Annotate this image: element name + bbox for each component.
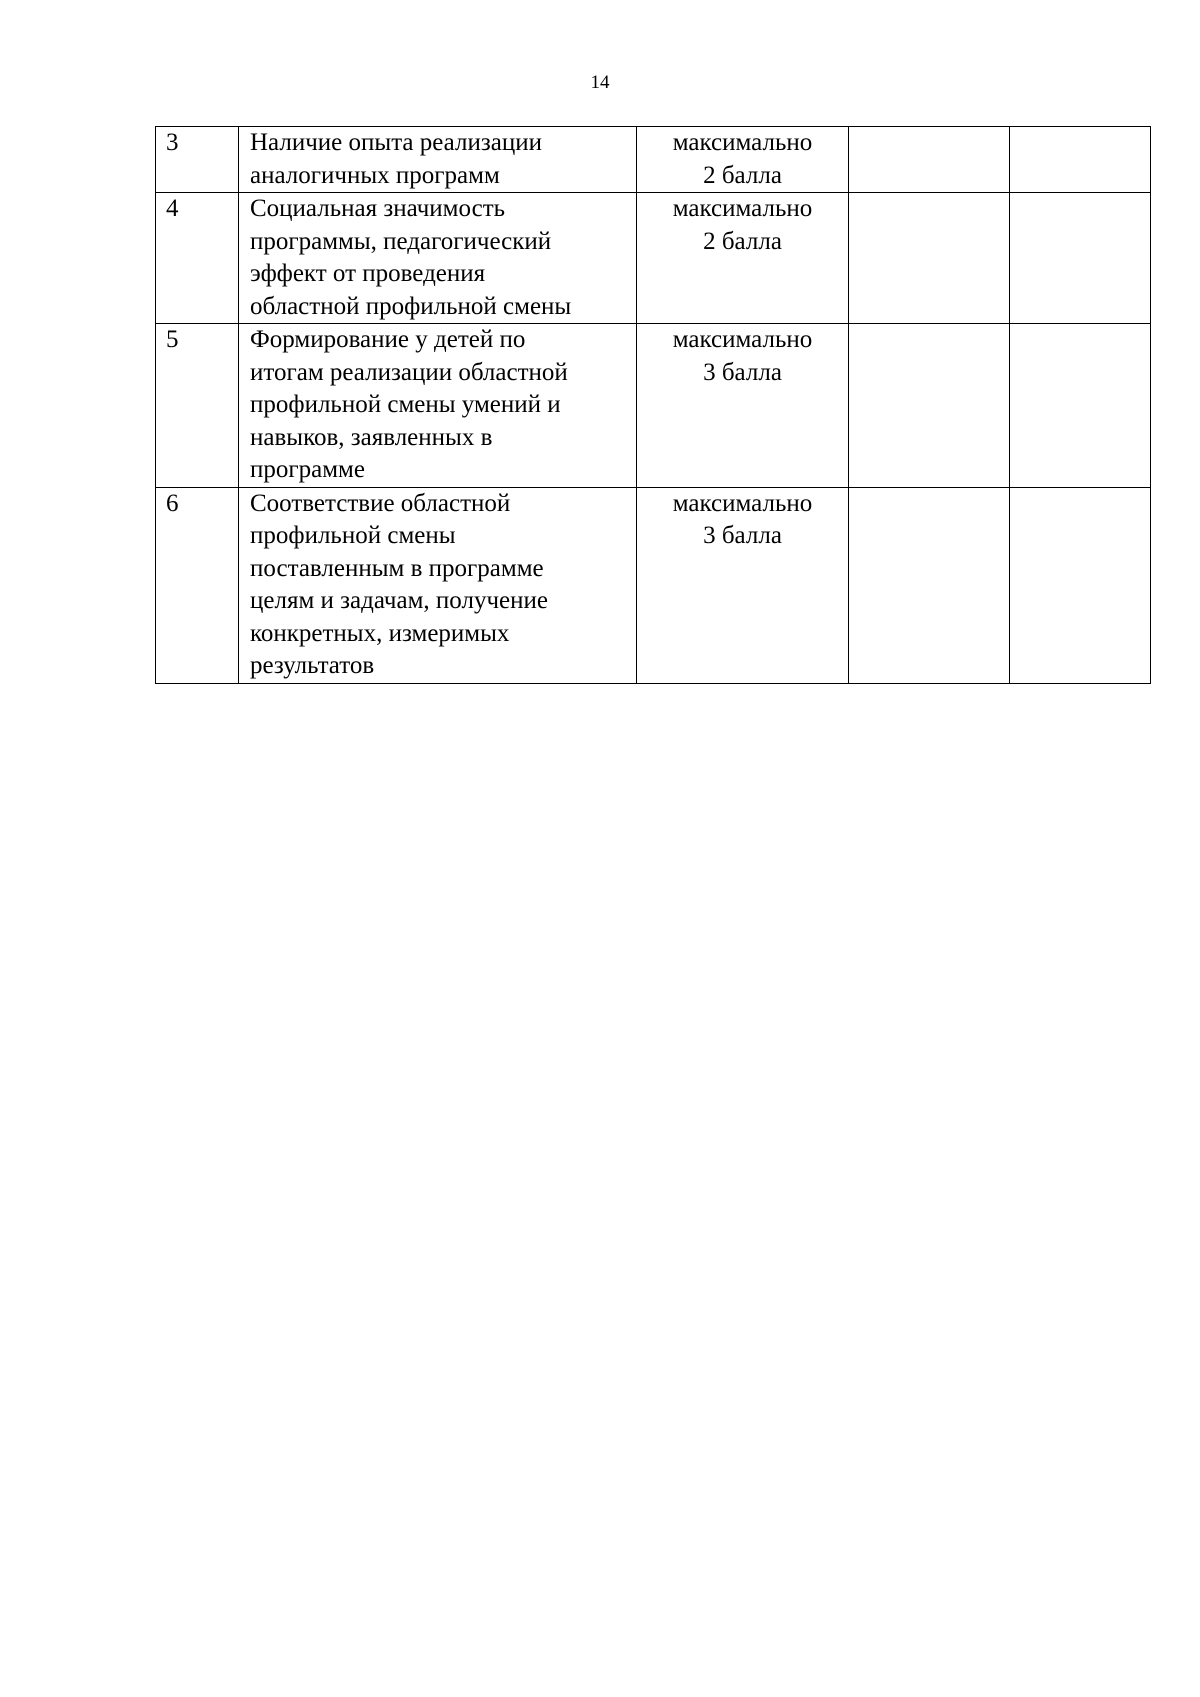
row-number-cell xyxy=(156,127,239,193)
table-row xyxy=(156,487,1151,683)
criterion-text xyxy=(239,324,636,487)
max-score xyxy=(637,193,848,258)
score-cell-empty xyxy=(849,487,1010,683)
criteria-table xyxy=(155,126,1151,684)
criterion-text xyxy=(239,193,636,323)
page-number: 14 xyxy=(590,72,610,93)
score-cell-empty xyxy=(849,193,1010,324)
max-score-value: 3 балла xyxy=(703,358,782,386)
max-score xyxy=(637,488,848,553)
criterion-line: результатов xyxy=(250,652,375,679)
max-score xyxy=(637,127,848,192)
max-score-label: максимально xyxy=(672,129,813,156)
criterion-line: профильной смены умений и xyxy=(250,391,561,418)
criterion-text xyxy=(239,127,636,192)
criterion-line: Соответствие областной xyxy=(250,489,511,517)
max-score-cell xyxy=(637,127,849,193)
criterion-cell xyxy=(239,487,637,683)
score-cell-empty xyxy=(849,324,1010,488)
table-row xyxy=(156,127,1151,193)
criterion-line: Формирование у детей по xyxy=(250,326,526,353)
max-score-cell xyxy=(637,193,849,324)
criterion-line: итогам реализации областной xyxy=(250,358,568,386)
row-number-cell xyxy=(156,193,239,324)
score-cell-empty xyxy=(1010,487,1151,683)
criterion-line: целям и задачам, получение xyxy=(250,587,548,614)
criterion-line: конкретных, измеримых xyxy=(250,619,510,647)
score-cell-empty xyxy=(1010,127,1151,193)
table-row xyxy=(156,193,1151,324)
criterion-line: областной профильной смены xyxy=(250,292,572,320)
row-number-cell xyxy=(156,324,239,488)
max-score xyxy=(637,324,848,389)
max-score-label: максимально xyxy=(672,489,813,517)
row-number: 6 xyxy=(166,489,179,517)
score-cell-empty xyxy=(1010,193,1151,324)
max-score-value: 3 балла xyxy=(703,522,782,549)
max-score-value: 2 балла xyxy=(703,227,782,255)
criterion-text xyxy=(239,488,636,683)
row-number: 3 xyxy=(166,129,179,156)
criterion-line: эффект от проведения xyxy=(250,260,486,287)
row-number: 5 xyxy=(166,326,179,353)
criterion-line: профильной смены xyxy=(250,522,456,549)
criterion-line: навыков, заявленных в xyxy=(250,423,493,451)
criterion-line: Наличие опыта реализации xyxy=(250,129,542,156)
criterion-line: программы, педагогический xyxy=(250,227,552,255)
criterion-cell xyxy=(239,193,637,324)
criterion-line: аналогичных программ xyxy=(250,161,500,189)
row-number-cell xyxy=(156,487,239,683)
score-cell-empty xyxy=(849,127,1010,193)
table-row xyxy=(156,324,1151,488)
criterion-line: поставленным в программе xyxy=(250,554,544,582)
criterion-line: программе xyxy=(250,456,365,483)
max-score-value: 2 балла xyxy=(703,161,782,189)
max-score-cell xyxy=(637,324,849,488)
max-score-label: максимально xyxy=(672,326,813,353)
row-number: 4 xyxy=(166,195,179,222)
score-cell-empty xyxy=(1010,324,1151,488)
max-score-cell xyxy=(637,487,849,683)
criterion-cell xyxy=(239,127,637,193)
criterion-cell xyxy=(239,324,637,488)
max-score-label: максимально xyxy=(672,195,813,222)
criterion-line: Социальная значимость xyxy=(250,195,506,222)
